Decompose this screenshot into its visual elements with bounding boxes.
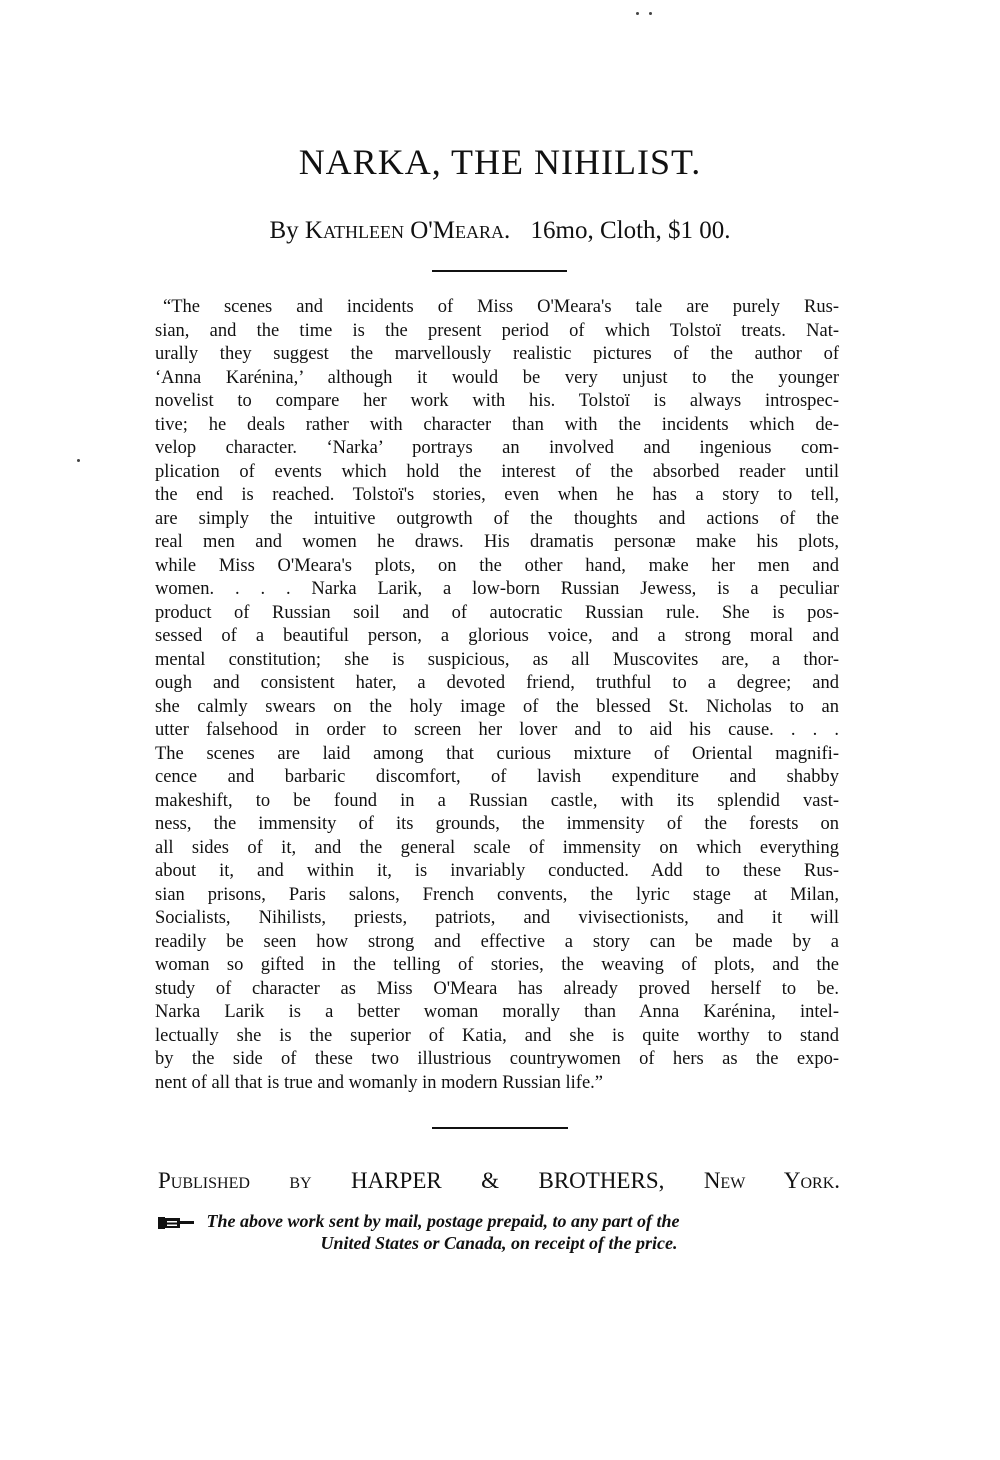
print-speck [649,12,652,15]
review-line: the end is reached. Tolstoï's stories, even when he has a story to tell, [155,485,839,505]
review-line: tive; he deals rather with character than with the incidents which de- [155,414,839,435]
bottom-divider [432,1127,568,1129]
note-line-1: The above work sent by mail, postage prepaid, to any part of the [206,1211,680,1231]
published-by-label: Published by [158,1168,312,1193]
review-line: sian, and the time is the present period of which Tolstoï treats. Nat- [155,320,839,341]
review-line: Socialists, Nihilists, priests, patriots, and vivisectionists, and it will [155,908,839,928]
review-line: nent of all that is true and womanly in modern Russian life.” [155,1072,604,1093]
review-line: plication of events which hold the interest of the absorbed reader until [155,461,839,482]
review-line: study of character as Miss O'Meara has already proved herself to be. [155,978,839,999]
review-line: product of Russian soil and of autocratic Russian rule. She is pos- [155,602,839,623]
review-line: novelist to compare her work with his. Tolstoï is always introspec- [155,391,839,411]
review-line: utter falsehood in order to screen her lover and to aid his cause. . . . [155,720,839,740]
review-line: while Miss O'Meara's plots, on the other hand, make her men and [155,555,839,576]
byline [0,215,1000,247]
review-line: ness, the immensity of its grounds, the immensity of the forests on [155,814,839,834]
review-line: makeshift, to be found in a Russian castle, with its splendid vast- [155,790,839,811]
review-line: readily be seen how strong and effective a story can be made by a [155,931,839,952]
review-line: are simply the intuitive outgrowth of the thoughts and actions of the [155,508,839,529]
review-line: ‘Anna Karénina,’ although it would be very unjust to the younger [155,367,839,388]
publisher-name: HARPER & BROTHERS, [351,1168,665,1193]
review-line: sian prisons, Paris salons, French convents, the lyric stage at Milan, [155,884,839,905]
by-label: By [269,217,299,244]
review-line: mental constitution; she is suspicious, as all Muscovites are, a thor- [155,649,839,670]
review-quote [155,296,839,1095]
review-line: Narka Larik is a better woman morally than Anna Karénina, intel- [155,1002,839,1022]
pointing-hand-icon [158,1216,196,1230]
review-line: velop character. ‘Narka’ portrays an involved and ingenious com- [155,438,839,458]
publisher-city: New York. [703,1168,841,1193]
top-divider [432,270,567,272]
review-line: woman so gifted in the telling of stories, the weaving of plots, and the [155,955,839,975]
review-line: The scenes are laid among that curious mixture of Oriental magnifi- [155,743,839,764]
note-line-2: United States or Canada, on receipt of the price. [320,1233,678,1253]
print-speck [77,459,80,462]
review-line: ough and consistent hater, a devoted friend, truthful to a degree; and [155,673,839,693]
publisher-line [158,1166,840,1196]
review-line: about it, and within it, is invariably conducted. Add to these Rus- [155,861,839,881]
print-speck [636,12,639,15]
review-line: cence and barbaric discomfort, of lavish expenditure and shabby [155,767,839,787]
review-line: urally they suggest the marvellously realistic pictures of the author of [155,344,839,364]
review-line: lectually she is the superior of Katia, and she is quite worthy to stand [155,1025,839,1046]
book-title: NARKA, THE NIHILIST. [298,142,702,182]
review-line: she calmly swears on the holy image of the blessed St. Nicholas to an [155,696,839,717]
review-line: women. . . . Narka Larik, a low-born Russian Jewess, is a peculiar [155,579,839,599]
review-line: by the side of these two illustrious countrywomen of hers as the expo- [155,1049,839,1069]
price-details: 16mo, Cloth, $1 00. [530,217,731,244]
review-line: real men and women he draws. His dramatis personæ make his plots, [155,532,839,552]
review-line: sessed of a beautiful person, a glorious voice, and a strong moral and [155,626,839,646]
review-line: “The scenes and incidents of Miss O'Meara's tale are purely Rus- [163,297,839,317]
review-line: all sides of it, and the general scale of immensity on which everything [155,837,839,858]
mail-order-note [158,1210,840,1254]
author-name: Kathleen O'Meara. [304,217,511,244]
